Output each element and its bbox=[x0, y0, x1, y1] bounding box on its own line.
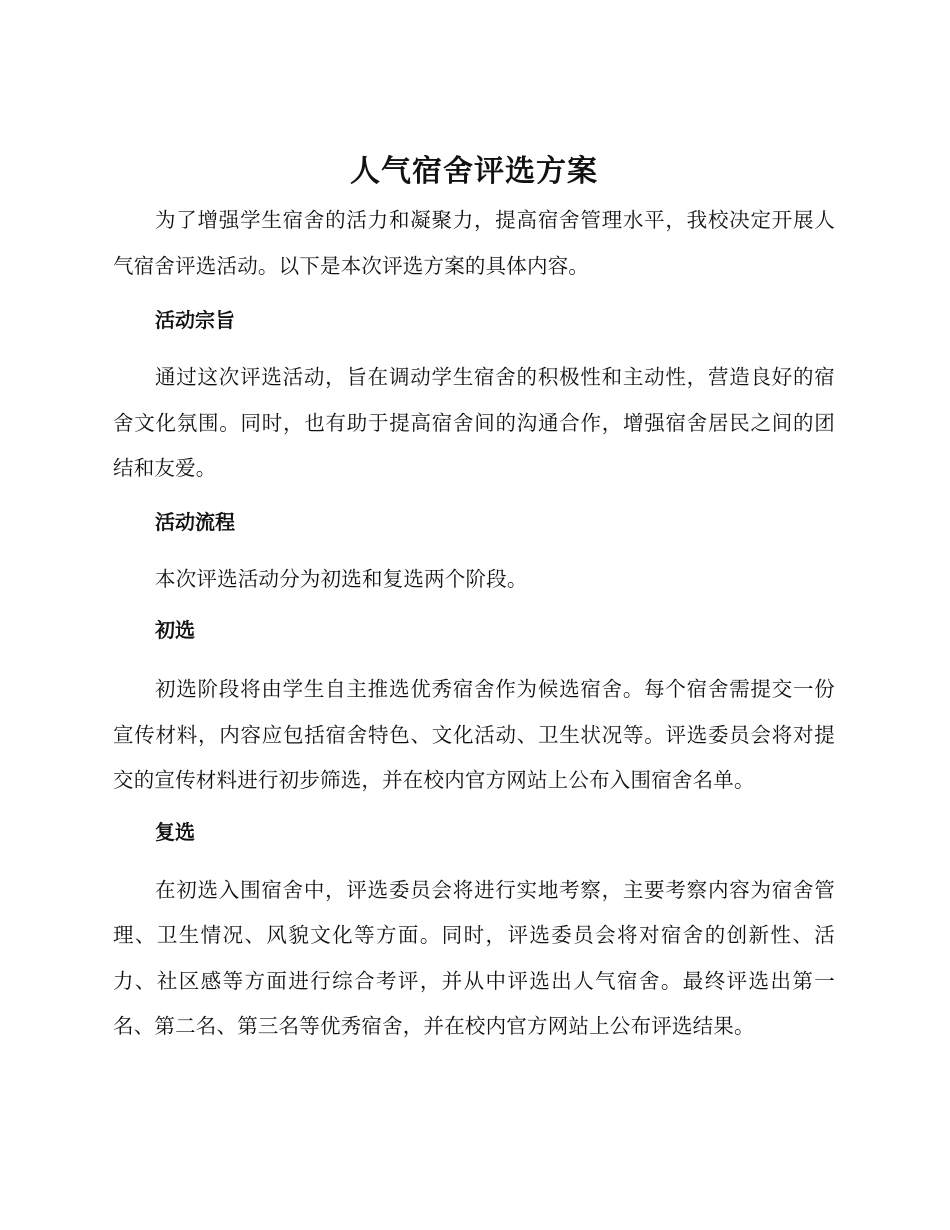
section-heading-final: 复选 bbox=[155, 819, 195, 844]
section-heading-purpose: 活动宗旨 bbox=[155, 308, 235, 332]
section-body-preliminary: 初选阶段将由学生自主推选优秀宿舍作为候选宿舍。每个宿舍需提交一份宣传材料，内容应包括宿舍特色、文化活动、卫生状况等。评选委员会将对提交的宣传材料进行初步筛选，并在校内官方网站上公布入围宿舍名单。 bbox=[113, 677, 835, 792]
section-body-purpose: 通过这次评选活动，旨在调动学生宿舍的积极性和主动性，营造良好的宿舍文化氛围。同时，也有助于提高宿舍间的沟通合作，增强宿舍居民之间的团结和友爱。 bbox=[113, 365, 835, 480]
section-heading-process: 活动流程 bbox=[155, 509, 235, 534]
document-body bbox=[113, 148, 835, 1050]
section-body-process: 本次评选活动分为初选和复选两个阶段。 bbox=[155, 566, 528, 591]
document-title: 人气宿舍评选方案 bbox=[350, 154, 598, 189]
section-body-final: 在初选入围宿舍中，评选委员会将进行实地考察，主要考察内容为宿舍管理、卫生情况、风貌文化等方面。同时，评选委员会将对宿舍的创新性、活力、社区感等方面进行综合考评，并从中评选出人气宿舍。最终评选出第一名、第二名、第三名等优秀宿舍，并在校内官方网站上公布评选结果。 bbox=[113, 877, 835, 1038]
section-heading-preliminary: 初选 bbox=[155, 618, 195, 642]
intro-paragraph: 为了增强学生宿舍的活力和凝聚力，提高宿舍管理水平，我校决定开展人气宿舍评选活动。以下是本次评选方案的具体内容。 bbox=[113, 208, 835, 278]
